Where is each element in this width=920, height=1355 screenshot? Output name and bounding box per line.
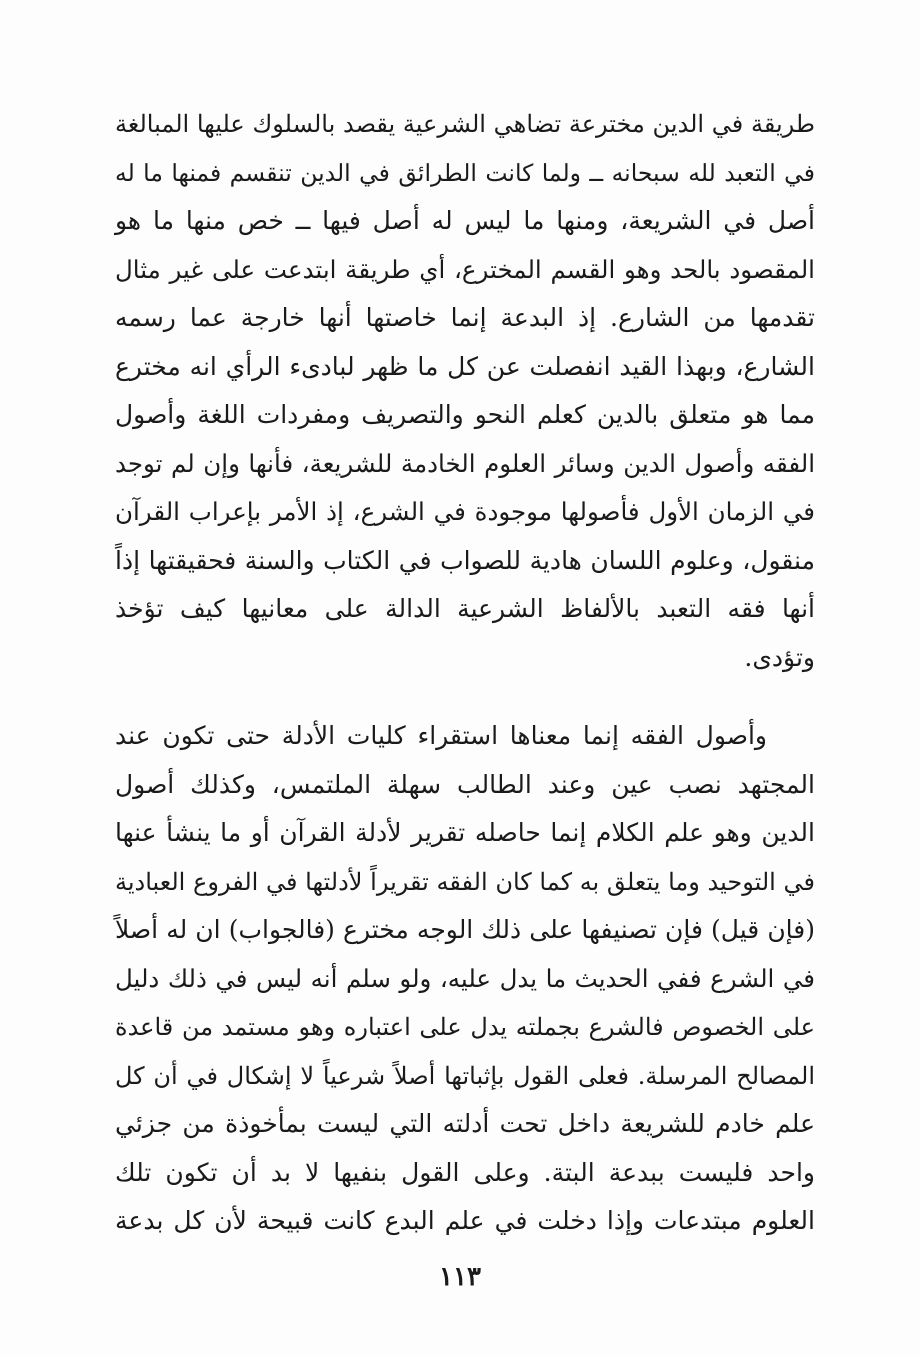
text-line: واحد فليست ببدعة البتة. وعلى القول بنفيها لا بد أن تكون تلك	[115, 1157, 815, 1187]
text-line: وأصول الفقه إنما معناها استقراء كليات الأدلة حتى تكون عند	[115, 721, 767, 750]
text-line: (فإن قيل) فإن تصنيفها على ذلك الوجه مخترع (فالجواب) ان له أصلاً	[115, 915, 815, 944]
text-line: أنها فقه التعبد بالألفاظ الشرعية الدالة على معانيها كيف تؤخذ	[115, 594, 815, 623]
paragraph-2	[115, 712, 815, 1246]
text-line: في التوحيد وما يتعلق به كما كان الفقه تقريراً لأدلتها في الفروع العبادية	[115, 867, 815, 896]
text-line: الشارع، وبهذا القيد انفصلت عن كل ما ظهر لبادىء الرأي انه مخترع	[115, 351, 815, 381]
page-number: ١١٣	[439, 1262, 481, 1292]
text-line: الفقه وأصول الدين وسائر العلوم الخادمة للشريعة، فأنها وإن لم توجد	[115, 448, 815, 478]
text-line: الدين وهو علم الكلام إنما حاصله تقرير لأدلة القرآن أو ما ينشأ عنها	[115, 818, 815, 847]
text-line: المصالح المرسلة. فعلى القول بإثباتها أصلاً شرعياً لا إشكال في أن كل	[115, 1061, 815, 1090]
text-line: أصل في الشريعة، ومنها ما ليس له أصل فيها ــ خص منها ما هو	[115, 206, 815, 235]
text-line: العلوم مبتدعات وإذا دخلت في علم البدع كانت قبيحة لأن كل بدعة	[115, 1206, 815, 1235]
text-line: علم خادم للشريعة داخل تحت أدلته التي ليست بمأخوذة من جزئي	[115, 1109, 815, 1138]
text-line: طريقة في الدين مخترعة تضاهي الشرعية يقصد بالسلوك عليها المبالغة	[115, 110, 815, 138]
text-line: في التعبد لله سبحانه ــ ولما كانت الطرائق في الدين تنقسم فمنها ما له	[115, 158, 815, 187]
paragraph-1	[115, 100, 815, 682]
text-line: مما هو متعلق بالدين كعلم النحو والتصريف ومفردات اللغة وأصول	[115, 400, 815, 429]
text-line: على الخصوص فالشرع بجملته يدل على اعتباره وهو مستمد من قاعدة	[115, 1013, 815, 1041]
text-line: المجتهد نصب عين وعند الطالب سهلة الملتمس، وكذلك أصول	[115, 769, 815, 799]
text-line: في الزمان الأول فأصولها موجودة في الشرع، إذ الأمر بإعراب القرآن	[115, 497, 815, 526]
text-line: في الشرع ففي الحديث ما يدل عليه، ولو سلم أنه ليس في ذلك دليل	[115, 963, 815, 993]
text-line: تقدمها من الشارع. إذ البدعة إنما خاصتها أنها خارجة عما رسمه	[115, 303, 815, 332]
text-line: وتؤدى.	[744, 642, 815, 672]
text-line: المقصود بالحد وهو القسم المخترع، أي طريقة ابتدعت على غير مثال	[115, 254, 815, 284]
text-line: منقول، وعلوم اللسان هادية للصواب في الكتاب والسنة فحقيقتها إذاً	[115, 545, 815, 575]
